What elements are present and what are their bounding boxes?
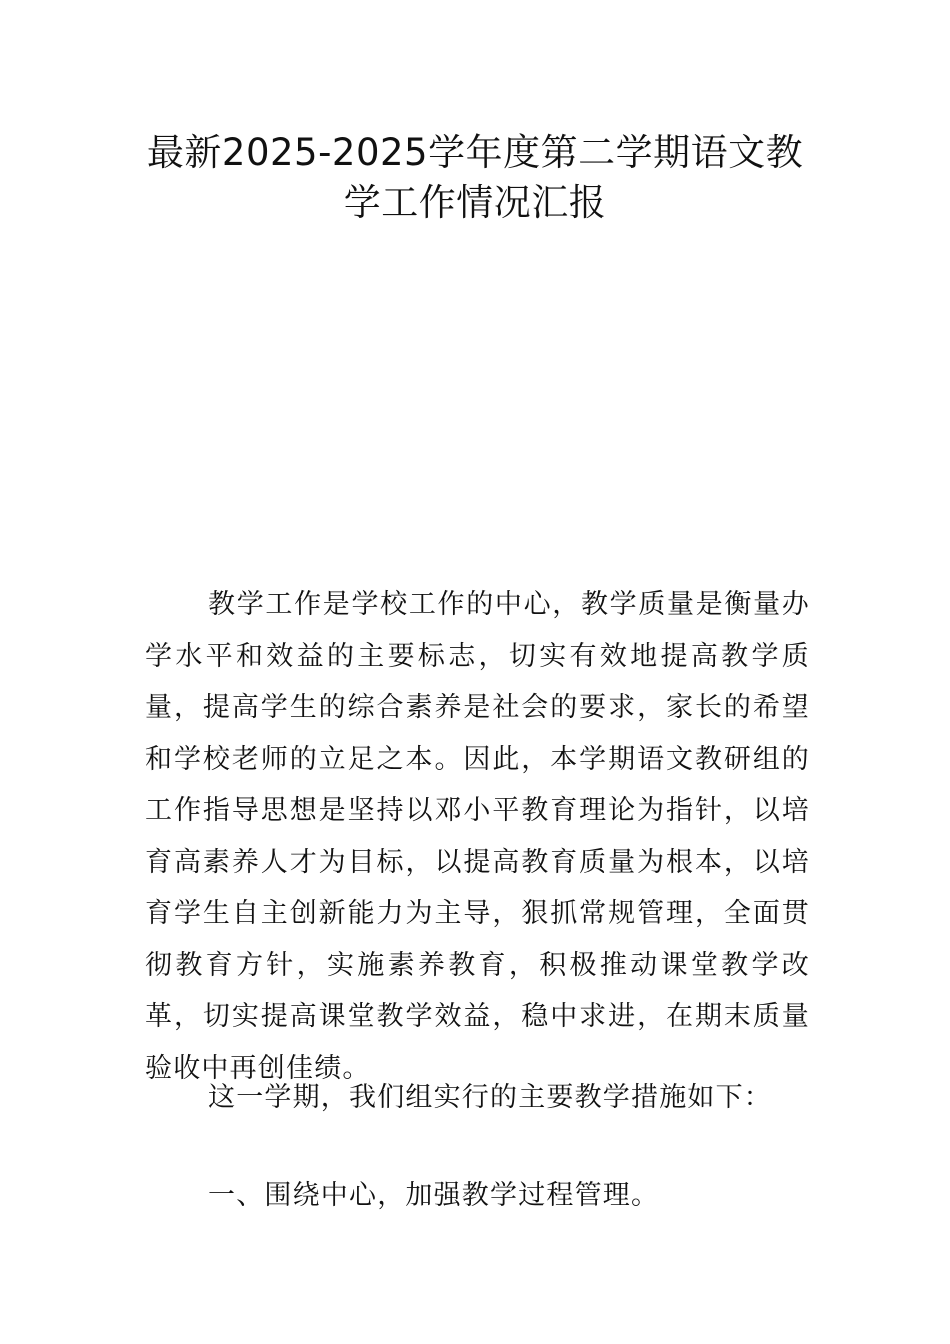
body-paragraph-measures-intro: 这一学期，我们组实行的主要教学措施如下： xyxy=(208,1082,772,1113)
body-paragraph-main: 教学工作是学校工作的中心，教学质量是衡量办学水平和效益的主要标志，切实有效地提高教学质量，提高学生的综合素养是社会的要求，家长的希望和学校老师的立足之本。因此，本学期语文教研组的工作指导思想是坚持以邓小平教育理论为指针，以培育高素养人才为目标，以提高教育质量为根本，以培育学生自主创新能力为主导，狠抓常规管理，全面贯彻教育方针，实施素养教育，积极推动课堂教学改革，切实提高课堂教学效益，稳中求进，在期末质量验收中再创佳绩。 xyxy=(145,589,810,1084)
title-line-1: 最新2025-2025学年度第二学期语文教 xyxy=(146,131,804,174)
document-title xyxy=(100,128,850,228)
section-heading-1: 一、围绕中心，加强教学过程管理。 xyxy=(208,1180,660,1211)
title-line-2: 学工作情况汇报 xyxy=(343,181,607,224)
